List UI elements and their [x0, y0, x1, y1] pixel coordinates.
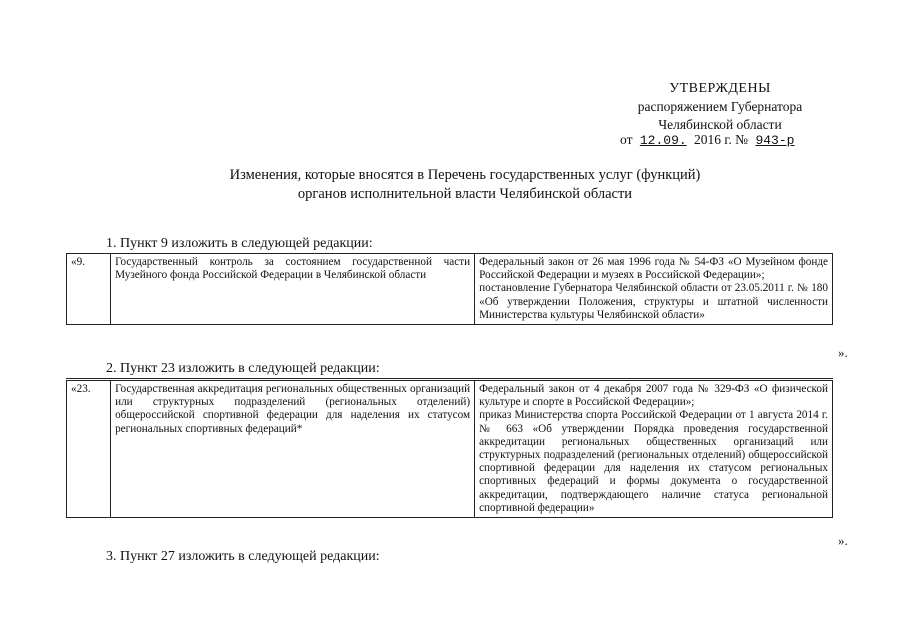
item-1-heading: 1. Пункт 9 изложить в следующей редакции: — [106, 236, 373, 251]
order-number: 943-р — [755, 133, 795, 148]
row-legal-basis — [475, 254, 833, 325]
date-year: 2016 г. № — [694, 132, 749, 147]
row-service-name: Государственная аккредитация региональных общественных организаций или структурных подразделений (региональных отделений) общероссийской спортивной федерации для наделения их статусом региональных спортивных федераций* — [111, 380, 475, 518]
row-service-name: Государственный контроль за состоянием государственной части Музейного фонда Российской Федерации в Челябинской области — [111, 254, 475, 325]
table-row — [67, 380, 833, 518]
legal-basis-line: постановление Губернатора Челябинской области от 23.05.2011 г. № 180 «Об утверждении Положения, структуры и штатной численности Министерства культуры Челябинской области» — [479, 282, 828, 321]
document-title — [180, 166, 750, 204]
legal-basis-line: Федеральный закон от 26 мая 1996 года № 54-ФЗ «О Музейном фонде Российской Федерации и музеях в Российской Федерации»; — [479, 256, 828, 282]
title-line-2: органов исполнительной власти Челябинской области — [297, 186, 633, 202]
row-number: «23. — [67, 380, 111, 518]
item-1-table — [66, 253, 833, 325]
item-3-heading: 3. Пункт 27 изложить в следующей редакции: — [106, 549, 380, 564]
legal-basis-line: приказ Министерства спорта Российской Федерации от 1 августа 2014 г. № 663 «Об утверждении Порядка проведения государственной аккредитации региональных общественных организаций или структурных подразделений (региональных отделений) общероссийской спортивной федерации для наделения их статусом региональных спортивных федераций и формы документа о государственной аккредитации, подтверждающего наличие статуса региональной спортивной федерации» — [479, 409, 828, 514]
legal-basis-line: Федеральный закон от 4 декабря 2007 года № 329-ФЗ «О физической культуре и спорте в Российской Федерации»; — [479, 383, 828, 409]
approval-date-line — [620, 132, 798, 148]
table-row — [67, 254, 833, 325]
date-prefix: от — [620, 132, 633, 147]
row-legal-basis — [475, 380, 833, 518]
approval-block — [610, 80, 830, 134]
date-value: 12.09. — [639, 133, 687, 148]
approval-heading: УТВЕРЖДЕНЫ — [669, 81, 771, 96]
row-number: «9. — [67, 254, 111, 325]
title-line-1: Изменения, которые вносятся в Перечень государственных услуг (функций) — [229, 167, 701, 183]
item-1-closing-quote: ». — [838, 345, 848, 360]
item-2-heading: 2. Пункт 23 изложить в следующей редакции: — [106, 361, 380, 376]
approval-line-2: Челябинской области — [658, 117, 782, 132]
item-2-table — [66, 378, 833, 518]
approval-line-1: распоряжением Губернатора — [637, 99, 803, 114]
item-2-closing-quote: ». — [838, 533, 848, 548]
